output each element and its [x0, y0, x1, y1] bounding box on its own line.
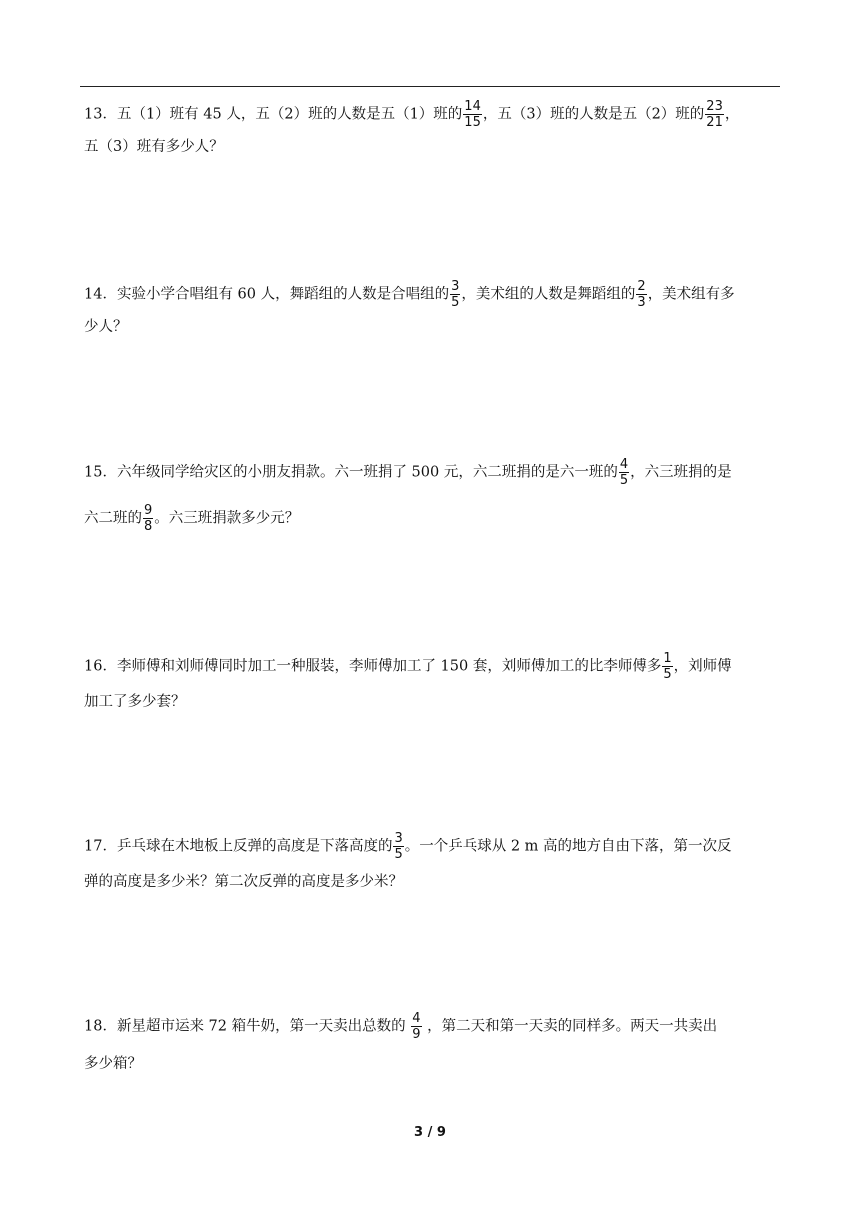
- problem-line: [84, 652, 732, 681]
- problem-line: [84, 832, 732, 861]
- problem-line: [84, 1012, 717, 1041]
- fraction-numerator: 3: [394, 831, 403, 846]
- fraction-denominator: 15: [464, 115, 481, 130]
- problem-line: [84, 280, 735, 309]
- problem-text: ，美术组的人数是舞蹈组的: [461, 286, 636, 303]
- problem-number: 17．: [84, 838, 117, 855]
- problem-text: 少人？: [84, 319, 128, 335]
- fraction-denominator: 5: [619, 473, 629, 488]
- problem-text: 。六三班捐款多少元？: [154, 510, 300, 527]
- fraction: [705, 100, 724, 129]
- fraction-numerator: 4: [619, 457, 629, 472]
- problem-text: 李师傅和刘师傅同时加工一种服装，李师傅加工了 150 套，刘师傅加工的比李师傅多: [116, 658, 662, 675]
- problem-text: ，第二天和第一天卖的同样多。两天一共卖出: [422, 1018, 718, 1035]
- fraction: [463, 100, 482, 129]
- problem-number: 15．: [84, 464, 117, 481]
- problem-text: 多少箱？: [84, 1056, 142, 1072]
- problem-line: [84, 504, 299, 533]
- problem-text: ，五（3）班的人数是五（2）班的: [482, 106, 705, 123]
- problem-text: 乒乓球在木地板上反弹的高度是下落高度的: [116, 838, 393, 855]
- problem-number: 14．: [84, 286, 117, 303]
- fraction: [662, 652, 672, 681]
- fraction-denominator: 5: [451, 295, 460, 310]
- problem-text: ，刘师傅: [673, 658, 732, 675]
- fraction-denominator: 21: [706, 115, 723, 130]
- fraction: [636, 280, 646, 309]
- fraction-numerator: 3: [451, 279, 460, 294]
- fraction: [143, 504, 153, 533]
- fraction-denominator: 8: [144, 519, 153, 534]
- fraction: [450, 280, 460, 309]
- fraction: [393, 832, 403, 861]
- problem-line: [84, 100, 739, 129]
- fraction: [619, 458, 629, 487]
- fraction-numerator: 9: [144, 503, 153, 518]
- fraction-denominator: 3: [637, 295, 646, 310]
- fraction-numerator: 23: [706, 99, 723, 114]
- problem-text: 弹的高度是多少米？第二次反弹的高度是多少米？: [84, 874, 403, 890]
- problem-text: ，美术组有多: [647, 286, 735, 303]
- problem-text: 。一个乒乓球从 2 m 高的地方自由下落，第一次反: [404, 838, 732, 855]
- fraction-numerator: 4: [412, 1011, 421, 1026]
- page-indicator: 3 / 9: [414, 1125, 446, 1140]
- problem-text: ，: [724, 106, 740, 123]
- problem-number: 13．: [84, 106, 117, 123]
- fraction-numerator: 14: [464, 99, 481, 114]
- problem-text: 六二班的: [84, 510, 142, 527]
- fraction-denominator: 9: [412, 1027, 421, 1042]
- problem-text: 加工了多少套？: [84, 694, 186, 710]
- problem-text: 五（1）班有 45 人，五（2）班的人数是五（1）班的: [116, 106, 463, 123]
- problem-text: 新星超市运来 72 箱牛奶，第一天卖出总数的: [116, 1018, 411, 1035]
- problem-number: 18．: [84, 1018, 117, 1035]
- problem-number: 16．: [84, 658, 117, 675]
- fraction-denominator: 5: [394, 847, 403, 862]
- fraction-denominator: 5: [663, 667, 672, 682]
- problem-text: 五（3）班有多少人？: [84, 139, 224, 155]
- header-rule: [80, 86, 780, 87]
- fraction: [411, 1012, 421, 1041]
- problem-text: 实验小学合唱组有 60 人，舞蹈组的人数是合唱组的: [116, 286, 450, 303]
- problem-line: [84, 458, 732, 487]
- fraction-numerator: 2: [637, 279, 646, 294]
- problem-text: ，六三班捐的是: [630, 464, 732, 481]
- problem-text: 六年级同学给灾区的小朋友捐款。六一班捐了 500 元，六二班捐的是六一班的: [116, 464, 618, 481]
- fraction-numerator: 1: [663, 651, 672, 666]
